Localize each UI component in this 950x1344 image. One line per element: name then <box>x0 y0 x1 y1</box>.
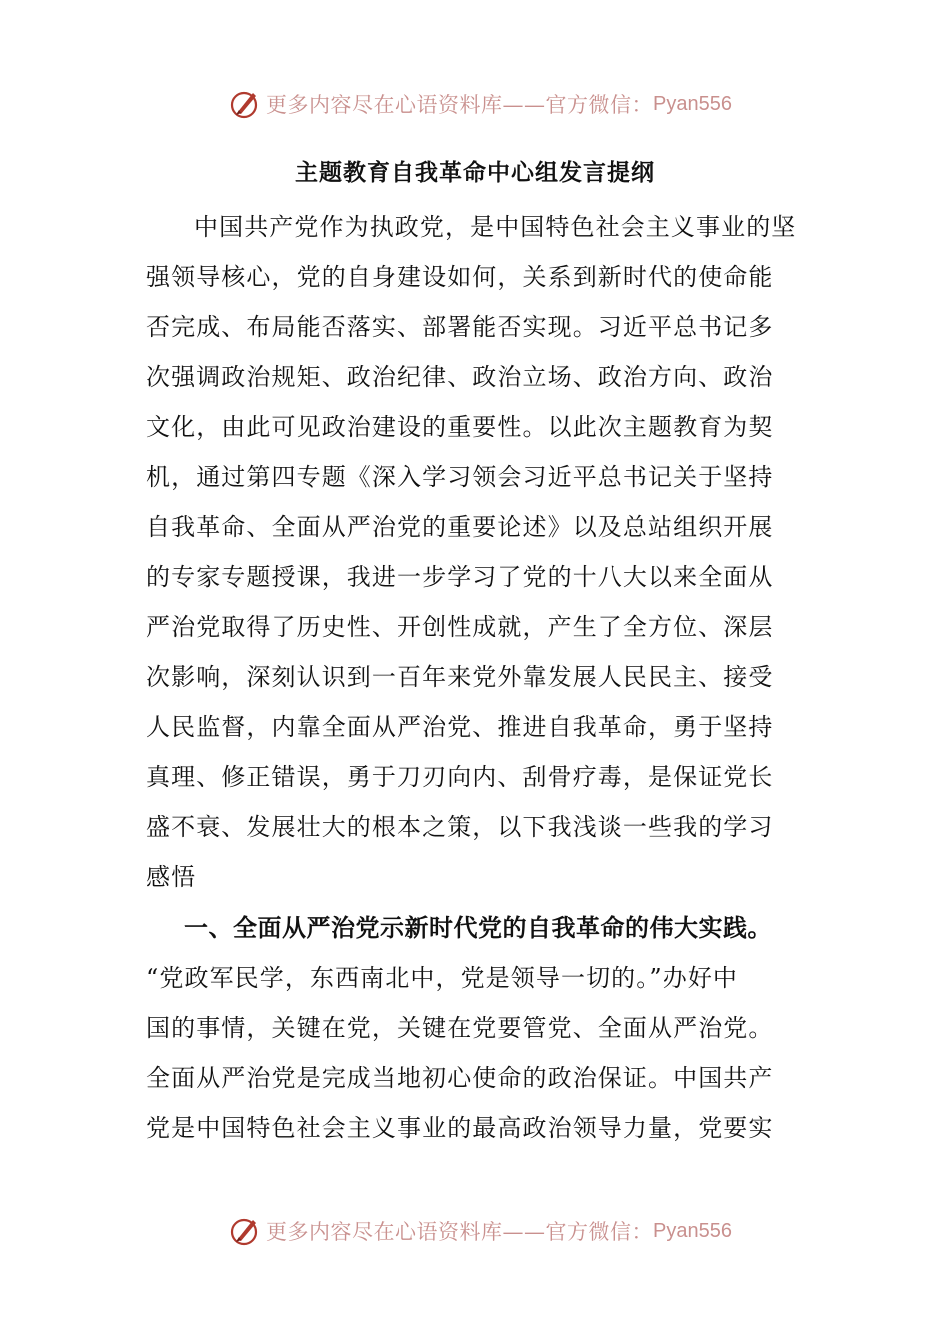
paragraph-line: 党是中国特色社会主义事业的最高政治领导力量，党要实 <box>146 1114 774 1142</box>
paragraph-line: 次强调政治规矩、政治纪律、政治立场、政治方向、政治 <box>146 363 774 391</box>
footer-banner <box>228 1211 732 1251</box>
document-title: 主题教育自我革命中心组发言提纲 <box>295 160 655 186</box>
section-1 <box>146 903 826 1153</box>
paragraph-line: 否完成、布局能否落实、部署能否实现。习近平总书记多 <box>146 313 774 341</box>
paragraph-line: 全面从严治党是完成当地初心使命的政治保证。中国共产 <box>146 1064 774 1092</box>
paragraph-line: 中国共产党作为执政党，是中国特色社会主义事业的坚 <box>194 213 797 241</box>
paragraph-line: 自我革命、全面从严治党的重要论述》以及总站组织开展 <box>146 513 774 541</box>
paragraph-line: “党政军民学，东西南北中，党是领导一切的。”办好中 <box>146 964 739 992</box>
banner-contact: Pyan556 <box>653 92 732 115</box>
section-heading: 一、全面从严治党示新时代党的自我革命的伟大实践。 <box>184 914 772 942</box>
banner-contact: Pyan556 <box>653 1219 732 1242</box>
quill-logo-icon <box>228 87 262 121</box>
paragraph-line: 次影响，深刻认识到一百年来党外靠发展人民民主、接受 <box>146 663 774 691</box>
paragraph-line: 感悟 <box>146 863 197 891</box>
paragraph-line: 真理、修正错误，勇于刀刃向内、刮骨疗毒，是保证党长 <box>146 763 774 791</box>
banner-text: 更多内容尽在心语资料库——官方微信： <box>266 93 653 117</box>
paragraph-line: 文化，由此可见政治建设的重要性。以此次主题教育为契 <box>146 413 774 441</box>
paragraph-line: 强领导核心，党的自身建设如何，关系到新时代的使命能 <box>146 263 774 291</box>
quill-logo-icon <box>228 1214 262 1248</box>
paragraph-line: 的专家专题授课，我进一步学习了党的十八大以来全面从 <box>146 563 774 591</box>
paragraph-line: 严治党取得了历史性、开创性成就，产生了全方位、深层 <box>146 613 774 641</box>
paragraph-line: 人民监督，内靠全面从严治党、推进自我革命，勇于坚持 <box>146 713 774 741</box>
paragraph-line: 国的事情，关键在党，关键在党要管党、全面从严治党。 <box>146 1014 774 1042</box>
header-banner <box>228 84 732 124</box>
banner-text: 更多内容尽在心语资料库——官方微信： <box>266 1220 653 1244</box>
paragraph-line: 盛不衰、发展壮大的根本之策，以下我浅谈一些我的学习 <box>146 813 774 841</box>
paragraph-line: 机，通过第四专题《深入学习领会习近平总书记关于坚持 <box>146 463 774 491</box>
intro-paragraph <box>146 202 806 902</box>
